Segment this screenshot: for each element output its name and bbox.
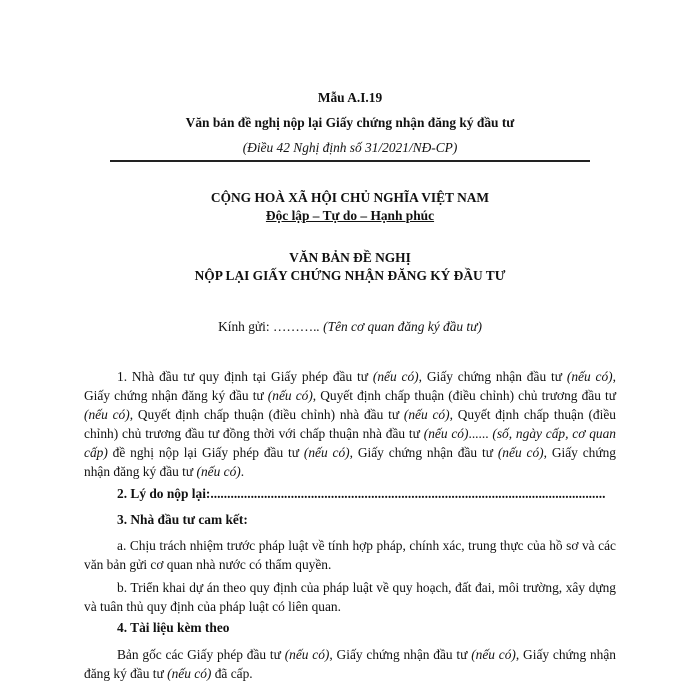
s1-note: (nếu có) xyxy=(267,388,313,403)
s1-note: (nếu có) xyxy=(566,369,613,384)
s1-text: đề nghị nộp lại Giấy phép đầu tư xyxy=(107,445,304,460)
s1-text: 1. Nhà đầu tư quy định tại Giấy phép đầu tư xyxy=(117,369,373,384)
s1-text: , Giấy chứng nhận đầu tư xyxy=(349,445,498,460)
form-code: Mẫu A.I.19 xyxy=(317,90,383,105)
section-1-paragraph xyxy=(84,367,616,481)
s1-note: (nếu có) xyxy=(196,464,241,479)
s1-text: , Giấy chứng nhận đầu tư xyxy=(418,369,567,384)
reason-fill-dots: ...................................................................................................................... xyxy=(210,486,606,501)
s1-note: (nếu có) xyxy=(497,445,544,460)
section-3-heading: 3. Nhà đầu tư cam kết: xyxy=(117,512,248,527)
s4-note: (nếu có) xyxy=(167,666,212,681)
s1-text: , Quyết định chấp thuận (điều chỉnh) nhà đầu tư xyxy=(129,407,404,422)
s4-note: (nếu có) xyxy=(471,647,516,662)
s1-note: (nếu có) xyxy=(372,369,419,384)
s1-note: (nếu có) xyxy=(84,407,130,422)
section-2-line xyxy=(117,486,605,502)
s4-text: , Giấy chứng nhận đăng ký đầu tư xyxy=(84,647,616,681)
section-4-paragraph xyxy=(84,645,616,683)
s1-text: , Quyết định chấp thuận (điều chỉnh) chủ trương đầu tư đồng thời với chấp thuận nhà đầu tư xyxy=(84,407,616,441)
doc-title-line1: VĂN BẢN ĐỀ NGHỊ xyxy=(289,250,411,265)
form-title: Văn bản đề nghị nộp lại Giấy chứng nhận đăng ký đầu tư xyxy=(185,115,515,130)
recipient-label: Kính gửi: ………. xyxy=(218,319,317,334)
doc-title-line2: NỘP LẠI GIẤY CHỨNG NHẬN ĐĂNG KÝ ĐẦU TƯ xyxy=(194,268,506,283)
s1-note: (nếu có) xyxy=(423,426,469,441)
s1-text: , Giấy chứng nhận đăng ký đầu tư xyxy=(84,369,616,403)
s1-text: , Quyết định chấp thuận (điều chỉnh) chủ trương đầu tư xyxy=(312,388,616,403)
s4-text: , Giấy chứng nhận đầu tư xyxy=(329,647,472,662)
national-title: CỘNG HOÀ XÃ HỘI CHỦ NGHĨA VIỆT NAM xyxy=(210,190,490,205)
s4-note: (nếu có) xyxy=(284,647,330,662)
motto-slogan: Độc lập – Tự do – Hạnh phúc xyxy=(265,208,435,223)
s1-text: . xyxy=(240,464,245,479)
commitment-b: b. Triển khai dự án theo quy định của pháp luật về quy hoạch, đất đai, môi trường, xây dựng và tuân thủ quy định của pháp luật có liên quan. xyxy=(84,580,616,614)
s1-note: (nếu có) xyxy=(403,407,450,422)
legal-basis: (Điều 42 Nghị định số 31/2021/NĐ-CP) xyxy=(242,140,458,155)
recipient-placeholder: . (Tên cơ quan đăng ký đầu tư) xyxy=(316,319,482,334)
header-divider xyxy=(110,160,590,162)
recipient-line xyxy=(0,319,700,335)
s4-text: đã cấp. xyxy=(211,666,253,681)
s4-text: Bản gốc các Giấy phép đầu tư xyxy=(117,647,285,662)
s1-note: (nếu có) xyxy=(303,445,350,460)
section-4-heading: 4. Tài liệu kèm theo xyxy=(117,620,230,635)
motto-line xyxy=(0,208,700,224)
s1-text: ...... xyxy=(468,426,493,441)
commitment-a: a. Chịu trách nhiệm trước pháp luật về tính hợp pháp, chính xác, trung thực của hồ sơ và các văn bản gửi cơ quan nhà nước có thẩm quyền. xyxy=(84,538,616,572)
section-2-heading: 2. Lý do nộp lại: xyxy=(117,486,211,501)
s1-text: , Giấy chứng nhận đăng ký đầu tư xyxy=(84,445,617,479)
s1-note: (số, ngày cấp, cơ quan cấp) xyxy=(84,426,617,460)
